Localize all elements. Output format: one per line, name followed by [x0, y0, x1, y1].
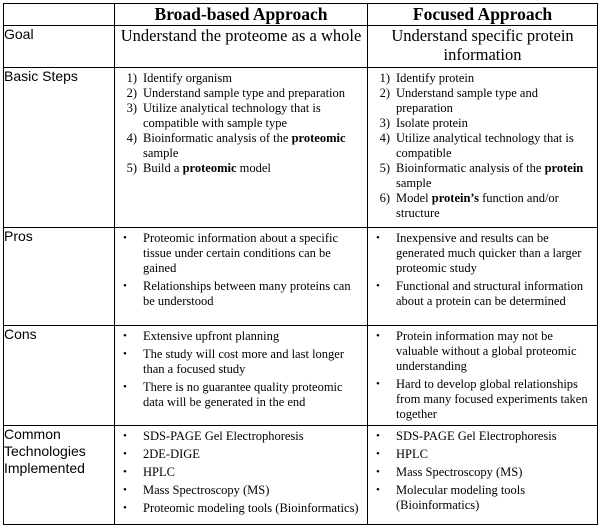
step-number: 2)	[379, 86, 390, 100]
bullet-icon: •	[123, 430, 127, 442]
technologies-focused-list	[368, 426, 597, 513]
basic-steps-focused-cell	[368, 68, 598, 228]
step-text: Utilize analytical technology that is compatible with sample type	[143, 101, 321, 130]
step-number: 2)	[126, 86, 137, 100]
bullet-icon: •	[123, 381, 127, 393]
technologies-broad-list	[115, 426, 367, 516]
bullet-icon: •	[123, 484, 127, 496]
bullet-text: Molecular modeling tools (Bioinformatics)	[396, 483, 526, 512]
bullet-text: Hard to develop global relationships from many focused experiments taken together	[396, 377, 588, 421]
comparison-table	[3, 3, 598, 525]
bullet-icon: •	[123, 330, 127, 342]
bullet-item	[115, 329, 361, 344]
bullet-icon: •	[376, 232, 380, 244]
cons-focused-cell	[368, 326, 598, 426]
step-item	[368, 131, 591, 161]
step-number: 1)	[379, 71, 390, 85]
bullet-icon: •	[376, 330, 380, 342]
basic-steps-focused-list	[368, 68, 597, 221]
step-bold-term: protein’s	[431, 191, 479, 205]
step-number: 3)	[126, 101, 137, 115]
bullet-icon: •	[123, 232, 127, 244]
step-item	[115, 161, 361, 176]
header-broad: Broad-based Approach	[115, 4, 368, 26]
step-text-suffix: function and/or structure	[396, 191, 559, 220]
bullet-text: There is no guarantee quality proteomic data will be generated in the end	[143, 380, 343, 409]
step-text: Isolate protein	[396, 116, 468, 130]
header-corner-cell	[4, 4, 115, 26]
step-text-suffix: model	[236, 161, 271, 175]
bullet-text: 2DE-DIGE	[143, 447, 200, 461]
goal-row	[4, 26, 598, 68]
step-item	[368, 116, 591, 131]
cons-row	[4, 326, 598, 426]
bullet-text: SDS-PAGE Gel Electrophoresis	[143, 429, 304, 443]
bullet-item	[368, 377, 591, 422]
bullet-icon: •	[123, 280, 127, 292]
cons-label: Cons	[4, 326, 115, 426]
pros-label: Pros	[4, 228, 115, 326]
bullet-icon: •	[123, 348, 127, 360]
bullet-item	[115, 380, 361, 410]
bullet-icon: •	[376, 466, 380, 478]
technologies-row	[4, 426, 598, 525]
step-item	[115, 101, 361, 131]
step-text: Bioinformatic analysis of the	[396, 161, 545, 175]
step-number: 3)	[379, 116, 390, 130]
pros-broad-cell	[115, 228, 368, 326]
bullet-icon: •	[376, 484, 380, 496]
bullet-icon: •	[376, 280, 380, 292]
pros-focused-list	[368, 228, 597, 309]
bullet-icon: •	[123, 502, 127, 514]
bullet-text: Extensive upfront planning	[143, 329, 280, 343]
goal-focused: Understand specific protein information	[368, 26, 598, 68]
step-text: Identify protein	[396, 71, 475, 85]
step-bold-term: proteomic	[182, 161, 237, 175]
bullet-item	[368, 329, 591, 374]
bullet-icon: •	[376, 378, 380, 390]
step-item	[115, 131, 361, 161]
pros-row	[4, 228, 598, 326]
step-item	[368, 191, 591, 221]
pros-broad-list	[115, 228, 367, 309]
bullet-icon: •	[123, 466, 127, 478]
step-text: Understand sample type and preparation	[143, 86, 346, 100]
bullet-text: Inexpensive and results can be generated much quicker than a larger proteomic study	[396, 231, 582, 275]
bullet-item	[368, 231, 591, 276]
bullet-item	[368, 279, 591, 309]
step-number: 5)	[379, 161, 390, 175]
bullet-text: Functional and structural information about a protein can be determined	[396, 279, 584, 308]
step-item	[368, 71, 591, 86]
step-number: 1)	[126, 71, 137, 85]
goal-label: Goal	[4, 26, 115, 68]
bullet-text: SDS-PAGE Gel Electrophoresis	[396, 429, 557, 443]
pros-focused-cell	[368, 228, 598, 326]
bullet-icon: •	[123, 448, 127, 460]
bullet-item	[368, 429, 591, 444]
header-row	[4, 4, 598, 26]
technologies-broad-cell	[115, 426, 368, 525]
step-bold-term: proteomic	[291, 131, 346, 145]
bullet-text: Relationships between many proteins can be understood	[143, 279, 351, 308]
step-number: 5)	[126, 161, 137, 175]
step-item	[115, 71, 361, 86]
step-text: Build a	[143, 161, 183, 175]
basic-steps-broad-cell	[115, 68, 368, 228]
cons-broad-cell	[115, 326, 368, 426]
bullet-item	[115, 483, 361, 498]
bullet-item	[368, 465, 591, 480]
step-item	[368, 161, 591, 191]
technologies-label: Common Technologies Implemented	[4, 426, 115, 525]
step-text: Utilize analytical technology that is compatible	[396, 131, 574, 160]
technologies-focused-cell	[368, 426, 598, 525]
header-focused: Focused Approach	[368, 4, 598, 26]
goal-broad: Understand the proteome as a whole	[115, 26, 368, 68]
bullet-item	[115, 231, 361, 276]
step-text-suffix: sample	[143, 146, 179, 160]
bullet-icon: •	[376, 448, 380, 460]
basic-steps-row	[4, 68, 598, 228]
bullet-text: Mass Spectroscopy (MS)	[396, 465, 523, 479]
step-text-suffix: sample	[396, 176, 432, 190]
step-number: 4)	[379, 131, 390, 145]
step-item	[368, 86, 591, 116]
bullet-item	[115, 465, 361, 480]
step-text: Bioinformatic analysis of the	[143, 131, 292, 145]
step-text: Model	[396, 191, 432, 205]
bullet-text: Mass Spectroscopy (MS)	[143, 483, 270, 497]
bullet-text: The study will cost more and last longer than a focused study	[143, 347, 345, 376]
step-number: 6)	[379, 191, 390, 205]
bullet-item	[115, 447, 361, 462]
bullet-icon: •	[376, 430, 380, 442]
bullet-text: Proteomic modeling tools (Bioinformatics)	[143, 501, 359, 515]
bullet-text: HPLC	[396, 447, 428, 461]
bullet-item	[115, 501, 361, 516]
step-text: Understand sample type and preparation	[396, 86, 538, 115]
basic-steps-label: Basic Steps	[4, 68, 115, 228]
step-text: Identify organism	[143, 71, 232, 85]
cons-focused-list	[368, 326, 597, 422]
bullet-item	[115, 347, 361, 377]
step-number: 4)	[126, 131, 137, 145]
basic-steps-broad-list	[115, 68, 367, 176]
bullet-text: HPLC	[143, 465, 175, 479]
bullet-text: Proteomic information about a specific tissue under certain conditions can be gained	[143, 231, 339, 275]
step-item	[115, 86, 361, 101]
bullet-item	[368, 447, 591, 462]
cons-broad-list	[115, 326, 367, 410]
bullet-text: Protein information may not be valuable without a global proteomic understanding	[396, 329, 577, 373]
step-bold-term: protein	[544, 161, 584, 175]
bullet-item	[115, 279, 361, 309]
bullet-item	[115, 429, 361, 444]
bullet-item	[368, 483, 591, 513]
